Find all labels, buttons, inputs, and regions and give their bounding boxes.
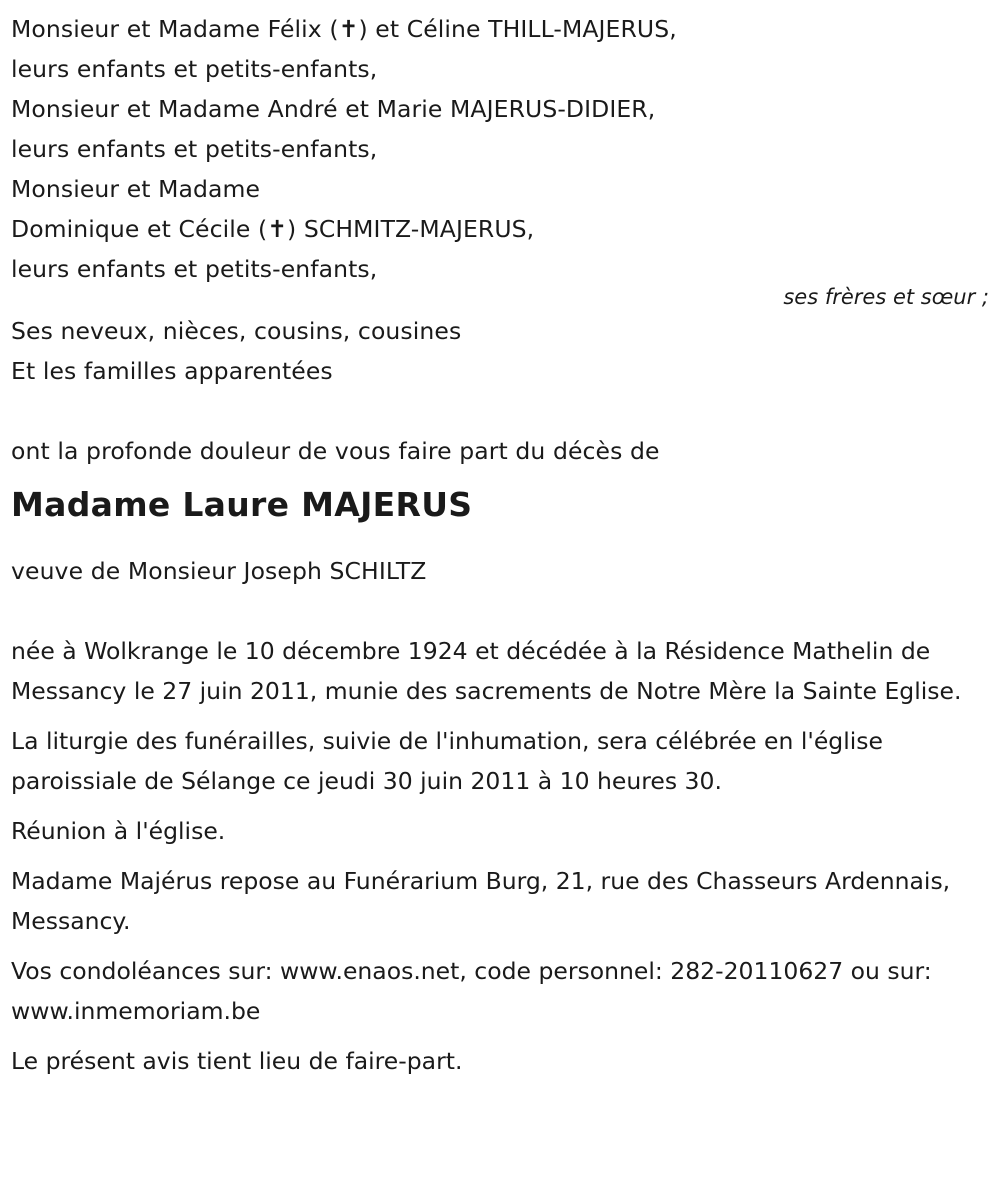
notice-paragraph: Le présent avis tient lieu de faire-part.	[11, 1047, 463, 1075]
relatives-line: Ses neveux, nièces, cousins, cousines	[11, 317, 462, 345]
widow-of-text: veuve de Monsieur Joseph SCHILTZ	[11, 557, 427, 585]
deceased-name: Madame Laure MAJERUS	[11, 485, 473, 524]
announcement-text: ont la profonde douleur de vous faire part du décès de	[11, 437, 660, 465]
family-line: Monsieur et Madame	[11, 175, 261, 203]
obituary-notice	[11, 9, 991, 1091]
family-line: leurs enfants et petits-enfants,	[11, 135, 378, 163]
birth-death-paragraph: née à Wolkrange le 10 décembre 1924 et décédée à la Résidence Mathelin de Messancy le 27 juin 2011, munie des sacrements de Notre Mère la Sainte Eglise.	[11, 637, 962, 705]
funeral-home-paragraph: Madame Majérus repose au Funérarium Burg, 21, rue des Chasseurs Ardennais, Messancy.	[11, 867, 951, 935]
family-line: Monsieur et Madame André et Marie MAJERUS-DIDIER,	[11, 95, 656, 123]
relatives-line: Et les familles apparentées	[11, 357, 333, 385]
family-line: Monsieur et Madame Félix (✝) et Céline THILL-MAJERUS,	[11, 15, 677, 43]
meeting-paragraph: Réunion à l'église.	[11, 817, 226, 845]
family-line: leurs enfants et petits-enfants,	[11, 255, 378, 283]
family-line: Dominique et Cécile (✝) SCHMITZ-MAJERUS,	[11, 215, 535, 243]
family-list	[11, 9, 991, 289]
funeral-paragraph: La liturgie des funérailles, suivie de l'inhumation, sera célébrée en l'église paroissiale de Sélange ce jeudi 30 juin 2011 à 10 heures 30.	[11, 727, 883, 795]
relation-label: ses frères et sœur ;	[783, 285, 989, 309]
family-line: leurs enfants et petits-enfants,	[11, 55, 378, 83]
condolences-paragraph: Vos condoléances sur: www.enaos.net, code personnel: 282-20110627 ou sur: www.inmemoriam.be	[11, 957, 932, 1025]
